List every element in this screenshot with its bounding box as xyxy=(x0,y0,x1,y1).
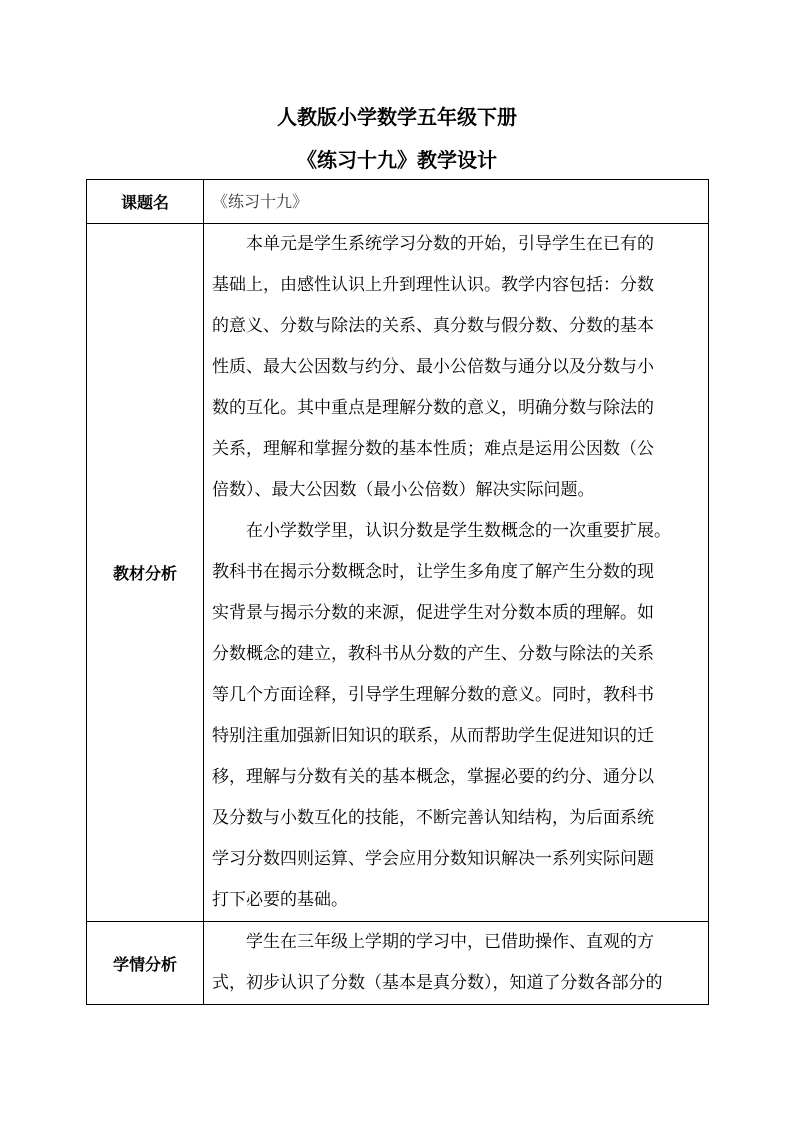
document-subtitle: 《练习十九》教学设计 xyxy=(297,148,497,172)
text-line: 在小学数学里，认识分数是学生数概念的一次重要扩展。 xyxy=(246,521,671,541)
text-line: 及分数与小数互化的技能，不断完善认知结构，为后面系统 xyxy=(212,808,654,828)
student-analysis-cell xyxy=(204,922,709,1005)
text-line: 关系，理解和掌握分数的基本性质；难点是运用公因数（公 xyxy=(212,439,654,459)
student-analysis-label: 学情分析 xyxy=(87,922,204,1005)
topic-row xyxy=(87,180,709,224)
text-line: 式，初步认识了分数（基本是真分数），知道了分数各部分的 xyxy=(212,973,663,993)
text-line: 性质、最大公因数与约分、最小公倍数与通分以及分数与小 xyxy=(212,357,654,377)
text-line: 的意义、分数与除法的关系、真分数与假分数、分数的基本 xyxy=(212,316,654,336)
text-line: 学生在三年级上学期的学习中，已借助操作、直观的方 xyxy=(246,932,654,952)
text-line: 倍数）、最大公因数（最小公倍数）解决实际问题。 xyxy=(212,480,595,500)
text-line: 移，理解与分数有关的基本概念，掌握必要的约分、通分以 xyxy=(212,767,654,787)
topic-label: 课题名 xyxy=(87,180,204,224)
lesson-plan-table xyxy=(86,179,709,1005)
text-line: 分数概念的建立，教科书从分数的产生、分数与除法的关系 xyxy=(212,644,654,664)
text-line: 学习分数四则运算、学会应用分数知识解决一系列实际问题 xyxy=(212,849,654,869)
material-analysis-row xyxy=(87,224,709,922)
material-analysis-label: 教材分析 xyxy=(87,224,204,922)
text-line: 打下必要的基础。 xyxy=(212,890,348,910)
text-line: 等几个方面诠释，引导学生理解分数的意义。同时，教科书 xyxy=(212,685,654,705)
text-line: 特别注重加强新旧知识的联系，从而帮助学生促进知识的迁 xyxy=(212,726,654,746)
document-title: 人教版小学数学五年级下册 xyxy=(277,105,517,129)
student-analysis-row xyxy=(87,922,709,1005)
text-line: 基础上，由感性认识上升到理性认识。教学内容包括：分数 xyxy=(212,275,654,295)
topic-value: 《练习十九》 xyxy=(212,191,309,211)
text-line: 教科书在揭示分数概念时，让学生多角度了解产生分数的现 xyxy=(212,562,654,582)
text-line: 数的互化。其中重点是理解分数的意义，明确分数与除法的 xyxy=(212,398,654,418)
material-analysis-cell xyxy=(204,224,709,922)
text-line: 实背景与揭示分数的来源，促进学生对分数本质的理解。如 xyxy=(212,603,654,623)
text-line: 本单元是学生系统学习分数的开始，引导学生在已有的 xyxy=(246,234,654,254)
topic-cell xyxy=(204,180,709,224)
